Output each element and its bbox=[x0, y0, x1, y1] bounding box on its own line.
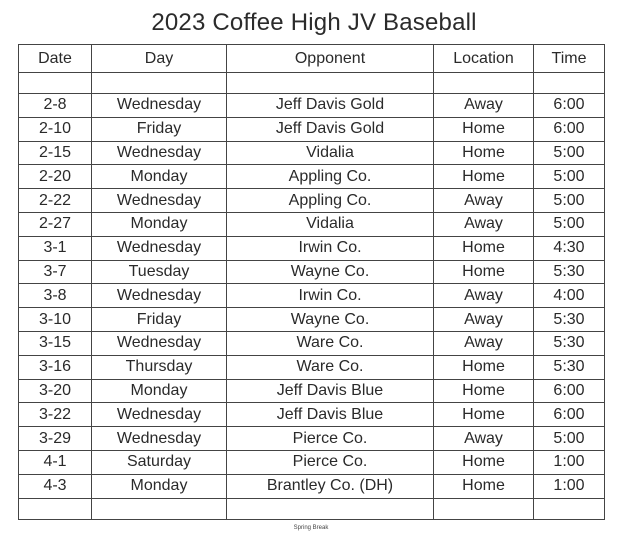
table-row bbox=[19, 355, 605, 379]
day-cell: Monday bbox=[92, 212, 227, 236]
location-cell: Home bbox=[434, 474, 534, 498]
time-cell: 5:30 bbox=[534, 331, 605, 355]
date-cell: 2-10 bbox=[19, 117, 92, 141]
table-cell bbox=[434, 498, 534, 519]
date-cell: 3-7 bbox=[19, 260, 92, 284]
schedule-title: 2023 Coffee High JV Baseball bbox=[151, 9, 477, 36]
time-cell: 4:30 bbox=[534, 236, 605, 260]
day-cell: Tuesday bbox=[92, 260, 227, 284]
day-cell: Friday bbox=[92, 308, 227, 332]
opponent-cell: Irwin Co. bbox=[227, 236, 434, 260]
opponent-cell: Appling Co. bbox=[227, 189, 434, 213]
table-cell bbox=[92, 73, 227, 94]
date-cell: 3-22 bbox=[19, 403, 92, 427]
table-row bbox=[19, 212, 605, 236]
location-cell: Home bbox=[434, 165, 534, 189]
time-cell: 5:00 bbox=[534, 212, 605, 236]
table-row bbox=[19, 331, 605, 355]
time-cell: 6:00 bbox=[534, 94, 605, 118]
table-row bbox=[19, 474, 605, 498]
day-cell: Monday bbox=[92, 474, 227, 498]
time-cell: 6:00 bbox=[534, 379, 605, 403]
opponent-cell: Wayne Co. bbox=[227, 308, 434, 332]
table-cell bbox=[534, 73, 605, 94]
day-cell: Wednesday bbox=[92, 427, 227, 451]
day-cell: Wednesday bbox=[92, 94, 227, 118]
date-cell: 3-8 bbox=[19, 284, 92, 308]
location-cell: Away bbox=[434, 94, 534, 118]
date-cell: 3-16 bbox=[19, 355, 92, 379]
table-row bbox=[19, 379, 605, 403]
table-row bbox=[19, 284, 605, 308]
table-cell bbox=[92, 498, 227, 519]
header-row bbox=[19, 45, 605, 73]
location-cell: Home bbox=[434, 141, 534, 165]
day-cell: Wednesday bbox=[92, 141, 227, 165]
location-cell: Away bbox=[434, 331, 534, 355]
table-row bbox=[19, 427, 605, 451]
date-cell: 3-10 bbox=[19, 308, 92, 332]
date-cell: 3-1 bbox=[19, 236, 92, 260]
opponent-cell: Ware Co. bbox=[227, 355, 434, 379]
date-cell: 2-15 bbox=[19, 141, 92, 165]
table-row bbox=[19, 260, 605, 284]
schedule-table bbox=[18, 44, 605, 520]
opponent-cell: Jeff Davis Gold bbox=[227, 117, 434, 141]
opponent-cell: Ware Co. bbox=[227, 331, 434, 355]
column-header-date: Date bbox=[19, 45, 92, 73]
time-cell: 5:30 bbox=[534, 308, 605, 332]
opponent-cell: Irwin Co. bbox=[227, 284, 434, 308]
table-row bbox=[19, 308, 605, 332]
table-row bbox=[19, 403, 605, 427]
column-header-location: Location bbox=[434, 45, 534, 73]
blank-row bbox=[19, 73, 605, 94]
day-cell: Wednesday bbox=[92, 236, 227, 260]
time-cell: 6:00 bbox=[534, 403, 605, 427]
time-cell: 5:00 bbox=[534, 427, 605, 451]
location-cell: Home bbox=[434, 379, 534, 403]
time-cell: 6:00 bbox=[534, 117, 605, 141]
table-row bbox=[19, 94, 605, 118]
date-cell: 3-29 bbox=[19, 427, 92, 451]
location-cell: Home bbox=[434, 450, 534, 474]
day-cell: Monday bbox=[92, 165, 227, 189]
opponent-cell: Brantley Co. (DH) bbox=[227, 474, 434, 498]
location-cell: Home bbox=[434, 117, 534, 141]
column-header-opponent: Opponent bbox=[227, 45, 434, 73]
time-cell: 5:30 bbox=[534, 355, 605, 379]
opponent-cell: Appling Co. bbox=[227, 165, 434, 189]
day-cell: Wednesday bbox=[92, 284, 227, 308]
day-cell: Wednesday bbox=[92, 331, 227, 355]
date-cell: 2-20 bbox=[19, 165, 92, 189]
opponent-cell: Vidalia bbox=[227, 141, 434, 165]
table-cell bbox=[227, 498, 434, 519]
table-cell bbox=[534, 498, 605, 519]
table-cell bbox=[434, 73, 534, 94]
location-cell: Away bbox=[434, 308, 534, 332]
table-row bbox=[19, 189, 605, 213]
day-cell: Wednesday bbox=[92, 189, 227, 213]
table-row bbox=[19, 450, 605, 474]
date-cell: 3-15 bbox=[19, 331, 92, 355]
table-cell bbox=[19, 498, 92, 519]
time-cell: 5:00 bbox=[534, 165, 605, 189]
day-cell: Wednesday bbox=[92, 403, 227, 427]
opponent-cell: Wayne Co. bbox=[227, 260, 434, 284]
date-cell: 2-22 bbox=[19, 189, 92, 213]
blank-row bbox=[19, 498, 605, 519]
table-row bbox=[19, 141, 605, 165]
time-cell: 5:00 bbox=[534, 141, 605, 165]
date-cell: 4-3 bbox=[19, 474, 92, 498]
location-cell: Home bbox=[434, 260, 534, 284]
location-cell: Away bbox=[434, 212, 534, 236]
day-cell: Thursday bbox=[92, 355, 227, 379]
opponent-cell: Jeff Davis Gold bbox=[227, 94, 434, 118]
location-cell: Away bbox=[434, 427, 534, 451]
table-cell bbox=[227, 73, 434, 94]
time-cell: 5:00 bbox=[534, 189, 605, 213]
time-cell: 1:00 bbox=[534, 450, 605, 474]
date-cell: 2-27 bbox=[19, 212, 92, 236]
date-cell: 4-1 bbox=[19, 450, 92, 474]
time-cell: 4:00 bbox=[534, 284, 605, 308]
opponent-cell: Vidalia bbox=[227, 212, 434, 236]
day-cell: Saturday bbox=[92, 450, 227, 474]
opponent-cell: Pierce Co. bbox=[227, 427, 434, 451]
column-header-day: Day bbox=[92, 45, 227, 73]
footnote: Spring Break bbox=[293, 525, 329, 531]
location-cell: Away bbox=[434, 189, 534, 213]
table-row bbox=[19, 236, 605, 260]
location-cell: Home bbox=[434, 355, 534, 379]
day-cell: Friday bbox=[92, 117, 227, 141]
location-cell: Away bbox=[434, 284, 534, 308]
opponent-cell: Jeff Davis Blue bbox=[227, 379, 434, 403]
date-cell: 3-20 bbox=[19, 379, 92, 403]
location-cell: Home bbox=[434, 236, 534, 260]
table-row bbox=[19, 117, 605, 141]
opponent-cell: Jeff Davis Blue bbox=[227, 403, 434, 427]
table-row bbox=[19, 165, 605, 189]
location-cell: Home bbox=[434, 403, 534, 427]
opponent-cell: Pierce Co. bbox=[227, 450, 434, 474]
time-cell: 1:00 bbox=[534, 474, 605, 498]
table-cell bbox=[19, 73, 92, 94]
day-cell: Monday bbox=[92, 379, 227, 403]
date-cell: 2-8 bbox=[19, 94, 92, 118]
column-header-time: Time bbox=[534, 45, 605, 73]
time-cell: 5:30 bbox=[534, 260, 605, 284]
